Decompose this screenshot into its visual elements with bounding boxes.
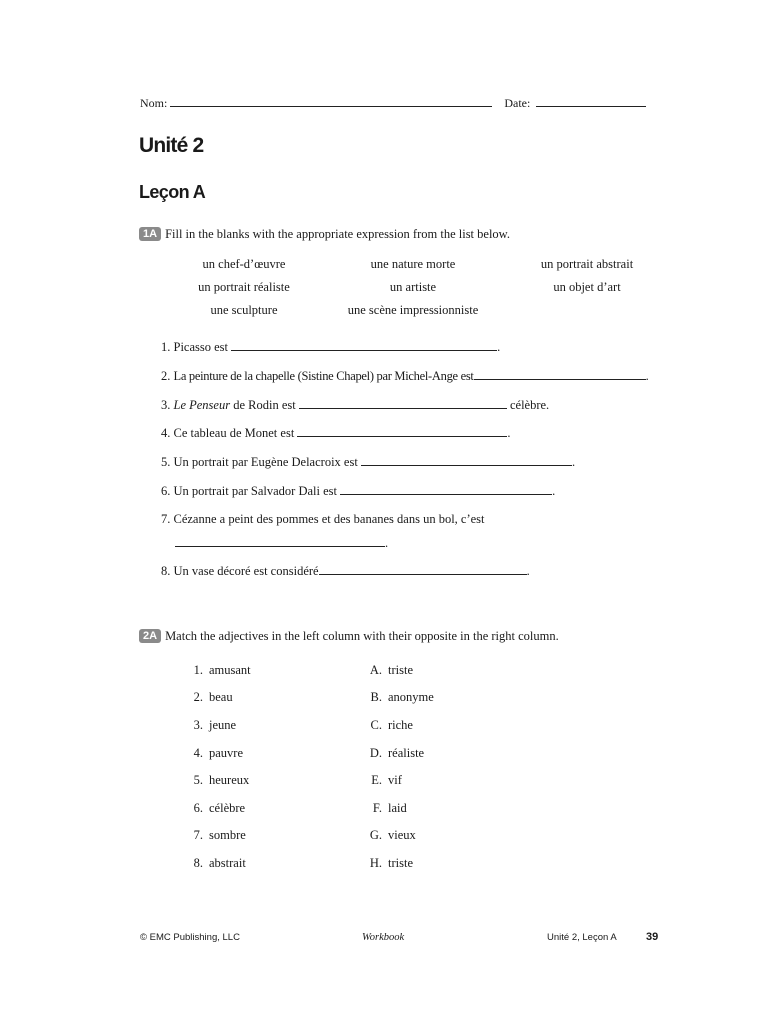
instruction-text: Match the adjectives in the left column with their opposite in the right column.: [165, 629, 559, 643]
answer-blank[interactable]: [299, 397, 507, 409]
left-item: 3. jeune: [193, 718, 237, 732]
question-5: 5. Un portrait par Eugène Delacroix est .: [161, 455, 576, 469]
question-2: 2. La peinture de la chapelle (Sistine Chapel) par Michel-Ange est .: [161, 369, 649, 383]
instruction-text: Fill in the blanks with the appropriate expression from the list below.: [165, 227, 511, 241]
right-item: D. réaliste: [369, 746, 425, 760]
question-4: 4. Ce tableau de Monet est .: [161, 426, 511, 440]
exercise-1a-instruction: [139, 227, 510, 242]
lesson-title: Leçon A: [139, 182, 206, 202]
right-item: E. vif: [371, 773, 402, 787]
right-item: F. laid: [372, 801, 407, 815]
left-item: 4. pauvre: [193, 746, 244, 760]
page-number: 39: [646, 931, 659, 943]
left-item: 8. abstrait: [193, 856, 246, 870]
question-3: 3. Le Penseur de Rodin est célèbre.: [161, 398, 550, 412]
question-7: 7. Cézanne a peint des pommes et des bananes dans un bol, c’est: [161, 512, 485, 526]
left-item: 2. beau: [193, 690, 233, 704]
footer-copyright: © EMC Publishing, LLC: [140, 932, 240, 943]
word-bank-item: une scène impressionniste: [347, 303, 479, 317]
word-bank-item: une nature morte: [370, 257, 456, 271]
left-item: 5. heureux: [193, 773, 250, 787]
name-field[interactable]: [170, 96, 492, 107]
word-bank-item: un chef-d’œuvre: [202, 257, 286, 271]
answer-blank[interactable]: [175, 535, 385, 547]
name-label: Nom:: [140, 96, 168, 110]
date-field[interactable]: [536, 96, 646, 107]
right-item: C. riche: [370, 718, 413, 732]
answer-blank[interactable]: [361, 454, 572, 466]
question-6: 6. Un portrait par Salvador Dali est .: [161, 484, 556, 498]
word-bank-item: un portrait réaliste: [198, 280, 290, 294]
exercise-badge: 2A: [139, 629, 161, 643]
answer-blank[interactable]: [231, 339, 497, 351]
name-date-header: [140, 96, 650, 111]
question-7-continued: .: [175, 535, 388, 551]
question-8: 8. Un vase décoré est considéré .: [161, 564, 530, 578]
left-item: 7. sombre: [193, 828, 246, 842]
right-item: H. triste: [369, 856, 413, 870]
answer-blank[interactable]: [474, 368, 646, 380]
left-item: 6. célèbre: [193, 801, 246, 815]
footer-section: Unité 2, Leçon A: [547, 932, 617, 943]
exercise-badge: 1A: [139, 227, 161, 241]
footer-book: Workbook: [362, 932, 405, 943]
word-bank-item: un artiste: [389, 280, 437, 294]
date-label: Date:: [504, 96, 531, 110]
word-bank-item: un portrait abstrait: [540, 257, 634, 271]
word-bank-item: un objet d’art: [553, 280, 621, 294]
answer-blank[interactable]: [319, 563, 527, 575]
answer-blank[interactable]: [340, 483, 552, 495]
right-item: B. anonyme: [370, 690, 434, 704]
exercise-2a-instruction: [139, 629, 559, 644]
right-item: A. triste: [369, 663, 413, 677]
left-item: 1. amusant: [193, 663, 251, 677]
word-bank-item: une sculpture: [210, 303, 278, 317]
unit-title: Unité 2: [139, 134, 204, 157]
question-1: 1. Picasso est .: [161, 340, 501, 354]
right-item: G. vieux: [369, 828, 416, 842]
answer-blank[interactable]: [297, 425, 507, 437]
